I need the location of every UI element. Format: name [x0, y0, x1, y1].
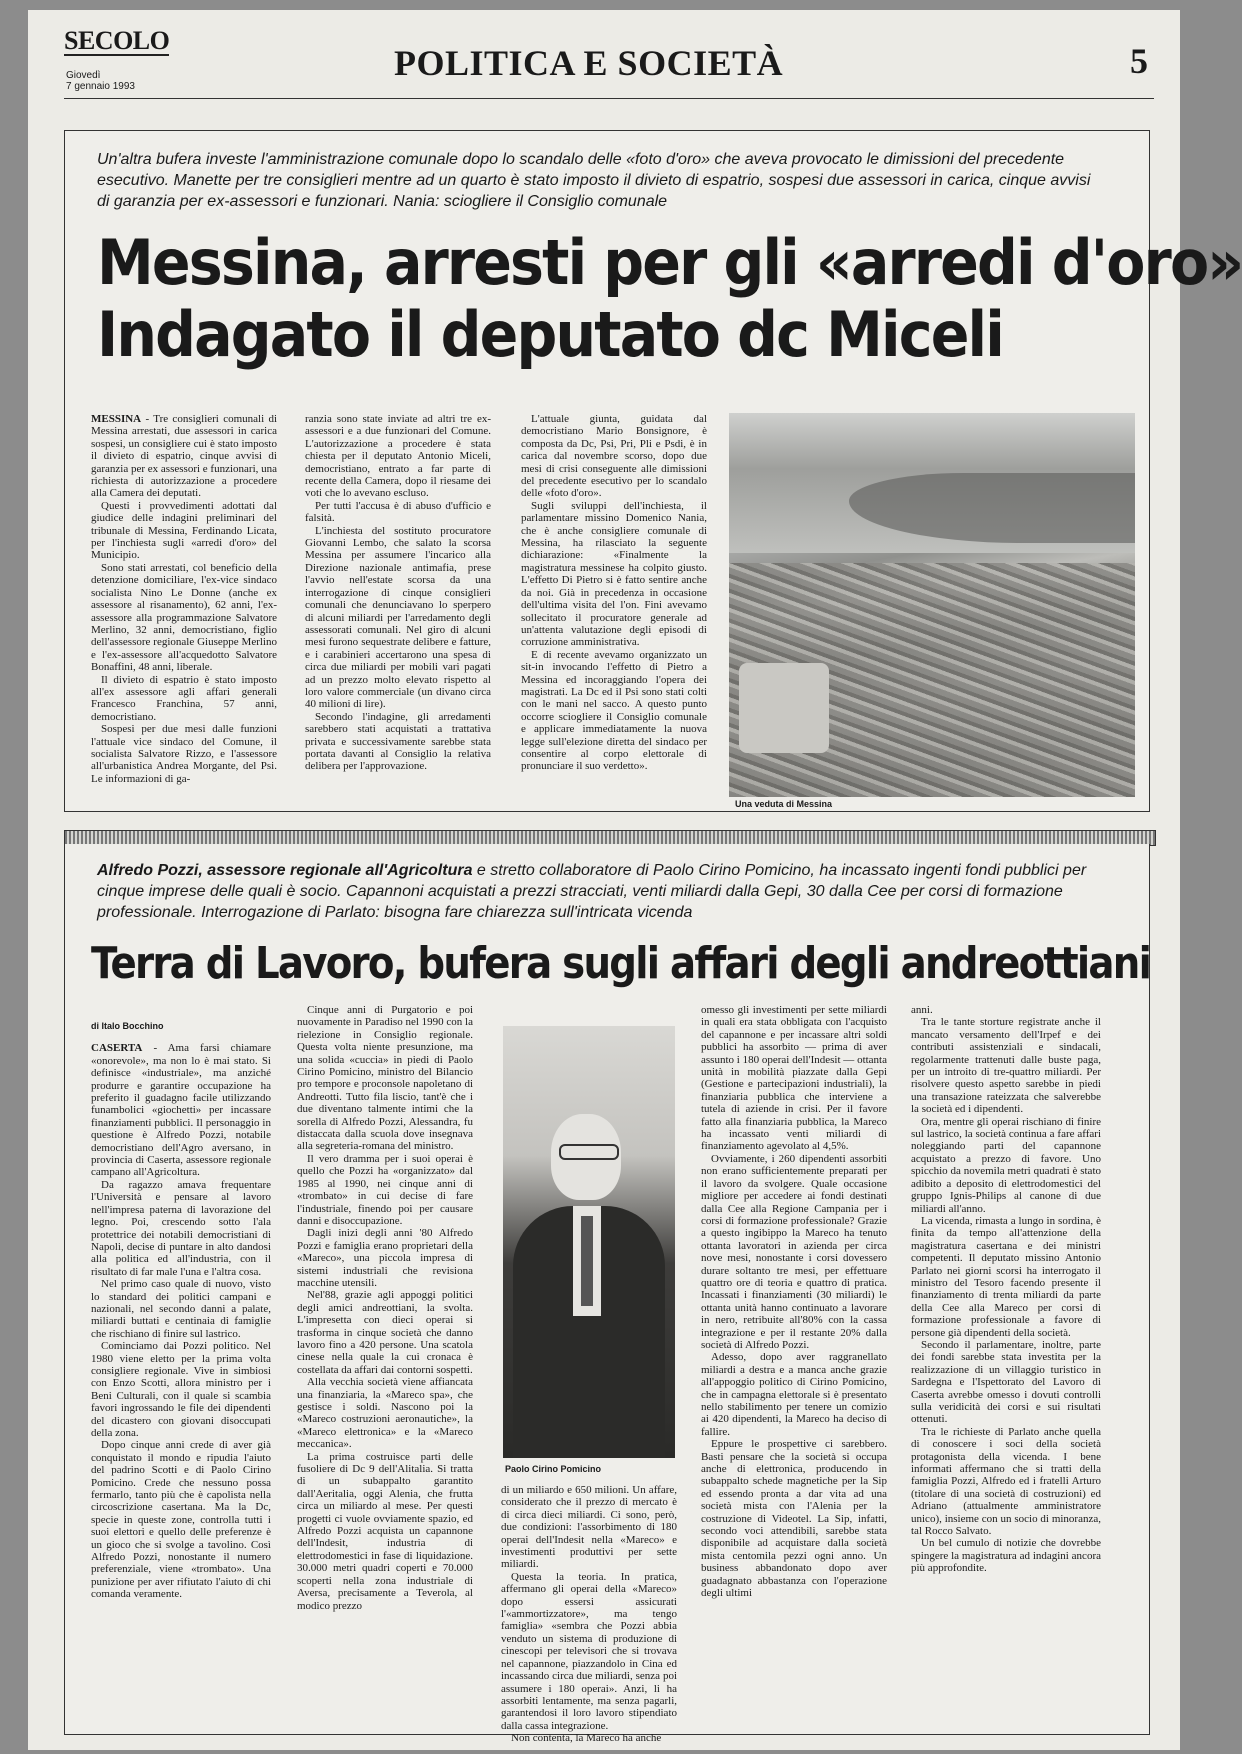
- body-paragraph: Ora, mentre gli operai rischiano di finire sul lastrico, la società continua a fare affari noleggiando parti del capannone acquistato a prezzo di favore. Uno spicchio da novemila metri quadrati è stato adibito a deposito di elettrodomestici del gruppo Ignis-Philips al canone di due miliardi all'anno.: [911, 1115, 1101, 1215]
- article-column-1: [91, 413, 277, 803]
- body-paragraph: L'inchiesta del sostituto procuratore Giovanni Lembo, che salato la scorsa Messina per assumere l'incarico alla Direzione nazionale antimafia, prese l'avvio nell'estate scorsa da una interrogazione di cinque consiglieri comunali che denunciavano lo sperpero di alcuni miliardi per l'arredamento degli assessorati comunali. Nel giro di alcuni mesi furono sequestrate delibere e fatture, e i carabinieri accertarono una spesa di circa due miliardi per mobili vari pagati ad un prezzo molto elevato rispetto al loro valore commerciale (un divano circa 40 milioni di lire).: [305, 524, 491, 711]
- body-paragraph: Il divieto di espatrio è stato imposto all'ex assessore agli affari generali Francesco Franchina, 57 anni, democristiano.: [91, 673, 277, 723]
- lead-bold: Alfredo Pozzi, assessore regionale all'Agricoltura: [97, 862, 473, 879]
- section-title: POLITICA E SOCIETÀ: [394, 43, 784, 83]
- byline: di Italo Bocchino: [91, 1021, 164, 1031]
- body-paragraph: Dopo cinque anni crede di aver già conquistato il mondo e ripudia l'aiuto del padrino Scotti e di Paolo Cirino Pomicino. Crede che nessuno possa fermarlo, tanto più che è capolista nella circoscrizione casertana. Ma la Dc, specie in queste zone, controlla tutti i suoi elettori e quello delle preferenze è un gioco che si svolge a tavolino. Così Alfredo Pozzi, nonostante il numero preferenziale, viene «trombato». Una punizione per aver rifiutato l'aiuto di chi comanda veramente.: [91, 1439, 271, 1601]
- body-paragraph: anni.: [911, 1004, 933, 1016]
- body-paragraph: Adesso, dopo aver raggranellato miliardi a destra e a manca anche grazie all'appoggio politico di Cirino Pomicino, che in campagna elettorale si è presentato nello stabilimento per tenere un comizio ai 420 dipendenti, la Mareco ha deciso di fallire.: [701, 1351, 887, 1438]
- article-lead: [97, 860, 1107, 923]
- body-paragraph: Cinque anni di Purgatorio e poi nuovamente in Paradiso nel 1990 con la rielezione in Consiglio regionale. Questa volta niente presunzione, ma una solida «cuccia» in piedi di Paolo Cirino Pomicino, ministro del Bilancio pro tempore e proconsole napoletano di Andreotti. Tutto fila liscio, tant'è che i due diventano talmente intimi che la sorella di Alfredo Pozzi, Alessandra, fu distaccata dalla scuola dove insegnava alla segreteria-romana del ministro.: [297, 1004, 473, 1153]
- page-number: 5: [1130, 41, 1148, 81]
- body-paragraph: Per tutti l'accusa è di abuso d'ufficio e falsità.: [305, 499, 491, 525]
- lead-text: e stretto collaboratore di Paolo Cirino Pomicino, ha incassato ingenti fondi pubblici per cinque imprese delle quali è socio. Capannoni acquistati a prezzi stracciati, venti miliardi dalla Gepi, 30 dalla Cee per corsi di formazione professionale. Interrogazione di Parlato: bisogna fare chiarezza sull'intricata vicenda: [97, 862, 1087, 921]
- article-messina: [64, 130, 1242, 812]
- body-paragraph: La prima costruisce parti delle fusoliere di Dc 9 dell'Alitalia. Si tratta di un subappalto garantito dall'Aeritalia, oggi Alenia, che frutta circa un miliardo al mese. Per questi progetti ci vuole ovviamente spazio, ed Alfredo Pozzi acquista un capannone dell'Indesit, industria di elettrodomestici in fase di liquidazione. 30.000 metri quadri coperti e 70.000 scoperti nella zona industriale di Aversa, precisamente a Teverola, al modico prezzo: [297, 1450, 473, 1612]
- body-paragraph: omesso gli investimenti per sette miliardi in quali era stata obbligata con l'acquisto del capannone e per incassare altri soldi pubblici ha assorbito — prima di aver assunto i 180 operai dell'Indesit — ottanta unità in mobilità piazzate dalla Gepi (Gestione e partecipazioni industriali), la finanziaria pubblica che interviene a tutela di aziende in crisi. Per il favore fatto alla finanziaria pubblica, la Mareco ha incassato venti miliardi di finanziamento agevolato al 4,5%.: [701, 1004, 887, 1153]
- body-paragraph: Ovviamente, i 260 dipendenti assorbiti non erano sufficientemente preparati per il lavoro da svolgere. Quale occasione migliore per accedere ai fondi destinati dalla Cee alla Regione Campania per i corsi di formazione professionale? Grazie a questo ingibippo la Mareco ha tenuto ottanta lavoratori in azienda per circa nove mesi, nonostante i corsi dovessero durare soltanto tre mesi, per effettuare quattro ore di teoria e quattro di pratica. Incassati i finanziamenti (30 miliardi) le ottanta unità hanno continuato a lavorare in nero, retribuite all'80% con la cassa integrazione e per il restante 20% dalla società di Alfredo Pozzi.: [701, 1152, 887, 1351]
- body-paragraph: Un bel cumulo di notizie che dovrebbe spingere la magistratura ad indagini ancora più approfondite.: [911, 1537, 1101, 1575]
- body-paragraph: Sono stati arrestati, col beneficio della detenzione domiciliare, l'ex-vice sindaco socialista Nino Le Donne (anche ex assessore al risanamento), 62 anni, l'ex-assessore alla programmazione Salvatore Merlino, 32 anni, democristiano, figlio dell'assessore regionale Giuseppe Merlino e l'ex-assessore all'acquedotto Salvatore Bonaffini, 48 anni, liberale.: [91, 561, 277, 674]
- body-paragraph: L'attuale giunta, guidata dal democristiano Mario Bonsignore, è composta da Dc, Psi, Pri, Pli e Psdi, è in carica dal novembre scorso, dopo due mesi di crisi conseguente alle dimissioni del precedente esecutivo per lo scandalo delle «foto d'oro».: [521, 413, 707, 500]
- newspaper-logo: SECOLO: [64, 26, 170, 55]
- dateline: [66, 70, 135, 92]
- body-paragraph: Tra le richieste di Parlato anche quella di conoscere i soci della società protagonista della vicenda. I bene informati affermano che si tratti della famiglia Pozzi, Alfredo ed i fratelli Arturo (titolare di una società di costruzioni) ed Adriano (attualmente amministratore unico), insieme con un socio di minoranza, tal Rocco Salvato.: [911, 1425, 1101, 1538]
- body-paragraph: Non contenta, la Mareco ha anche: [511, 1732, 662, 1745]
- body-paragraph: E di recente avevamo organizzato un sit-in invocando l'effetto di Pietro a Messina ed incoraggiando l'opera dei magistrati. La Dc ed il Psi sono stati colti con le mani nel sacco. A questo punto occorre sciogliere il Consiglio comunale e applicare immediatamente la nuova legge sull'elezione diretta del sindaco per consentire al corpo elettorale di pronunciare il suo verdetto».: [521, 648, 707, 773]
- body-paragraph: Eppure le prospettive ci sarebbero. Basti pensare che la società si occupa anche di elettronica, producendo in subappalto schede magnetiche per la Sip ed essendo pronta a dar vita ad una società mista con l'Alenia per la costruzione di Videotel. La Sip, infatti, secondo voci attendibili, sarebbe stata disponibile ad acquistare dalla società mista centomila pezzi ogni anno. Un business abbandonato dopo aver guadagnato abbastanza con l'operazione degli ultimi: [701, 1438, 887, 1600]
- body-paragraph: Sugli sviluppi dell'inchiesta, il parlamentare missino Domenico Nania, che è anche consigliere comunale di Messina, ha rilasciato la seguente dichiarazione: «Finalmente la magistratura messinese ha colpito giusto. L'effetto Di Pietro si è fatto sentire anche da noi. Già in precedenza in occasione dell'ultima visita del l'on. Fini avevamo sollecitato il procuratore generale ad un'attenta valutazione degli episodi di corruzione amministrativa.: [521, 499, 707, 649]
- article-column-2: [297, 1004, 473, 1720]
- photo-messina-aerial: [729, 413, 1135, 797]
- article-column-5: [911, 1004, 1101, 1720]
- article-terra-di-lavoro: [64, 844, 1151, 1745]
- headline-line-1: Messina, arresti per gli «arredi d'oro»: [97, 226, 1242, 299]
- photo-caption: Paolo Cirino Pomicino: [505, 1464, 602, 1474]
- body-paragraph: Cominciamo dai Pozzi politico. Nel 1980 viene eletto per la prima volta consigliere regionale. Vive in simbiosi con Enzo Scotti, allora ministro per i Beni Culturali, con il quale si scambia favori ingrossando le file dei dipendenti del dicastero con giovani disoccupati della zona.: [91, 1340, 271, 1439]
- headline: Terra di Lavoro, bufera sugli affari degli andreottiani: [91, 938, 1151, 989]
- dateline-place: CASERTA: [91, 1042, 143, 1055]
- photo-paolo-cirino-pomicino: [503, 1026, 675, 1458]
- body-paragraph: La vicenda, rimasta a lungo in sordina, è finita da tempo all'attenzione della magistratura casertana e dei ministri competenti. Il deputato missino Antonio Parlato nei giorni scorsi ha interrogato il ministro del Tesoro facendo presente il finanziamento di trenta miliardi da parte della Cee alla Mareco per corsi di formazione professionale a favore di persone già dipendenti della società.: [911, 1214, 1101, 1339]
- article-column-1: [91, 1020, 271, 1720]
- body-paragraph: di un miliardo e 650 milioni. Un affare, considerato che il prezzo di mercato è di circa dieci miliardi. Ci sono, però, due condizioni: l'assorbimento di 180 operai dell'Indesit nella «Mareco» e investimenti produttivi per sette miliardi.: [501, 1484, 677, 1571]
- photo-caption: Una veduta di Messina: [735, 799, 833, 809]
- article-column-3: [521, 413, 707, 803]
- article-lead: Un'altra bufera investe l'amministrazione comunale dopo lo scandalo delle «foto d'oro» che aveva provocato le dimissioni del precedente esecutivo. Manette per tre consiglieri mentre ad un quarto è stato imposto il divieto di espatrio, sospesi due assessori in carica, cinque avvisi di garanzia per ex-assessori e funzionari. Nania: sciogliere il Consiglio comunale: [97, 151, 1091, 210]
- article-column-2: [305, 413, 491, 803]
- body-paragraph: Secondo l'indagine, gli arredamenti sarebbero stati acquistati a trattativa privata e successivamente sarebbe stata portata davanti al Consiglio la relativa delibera per l'approvazione.: [305, 710, 491, 773]
- body-paragraph: Sospesi per due mesi dalle funzioni l'attuale vice sindaco del Comune, il socialista Salvatore Rizzo, e l'assessore all'urbanistica Andrea Morgante, del Psi. Le informazioni di ga-: [91, 723, 277, 785]
- body-paragraph: Il vero dramma per i suoi operai è quello che Pozzi ha «organizzato» dal 1985 al 1990, nei cinque anni di «trombato» in cui decise di fare l'industriale, finendo poi per causare danni e disoccupazione.: [297, 1152, 473, 1227]
- body-paragraph: ranzia sono state inviate ad altri tre ex-assessori e a due funzionari del Comune. L'autorizzazione a procedere è stata chiesta per il deputato Antonio Miceli, democristiano, entrato a far parte di recente della Camera, dopo il riesame dei voti che lo avevano escluso.: [305, 413, 491, 500]
- body-paragraph: Alla vecchia società viene affiancata una finanziaria, la «Mareco spa», che gestisce i soldi. Nascono poi la «Mareco costruzioni aeronautiche», la «Mareco elettronica» e la «Mareco meccanica».: [297, 1376, 473, 1451]
- body-paragraph: Da ragazzo amava frequentare l'Università e pensare al lavoro nell'impresa paterna di lavorazione del legno. Poi, crescendo sotto l'ala protettrice dei notabili democristiani di Napoli, decise di puntare in alto dandosi alla politica ed all'industria, con il risultato di far male l'una e l'altra cosa.: [91, 1178, 271, 1278]
- body-paragraph: Dagli inizi degli anni '80 Alfredo Pozzi e famiglia erano proprietari della «Mareco», una piccola impresa di sistemi industriali che revisiona macchine utensili.: [297, 1227, 473, 1289]
- body-paragraph: Nel'88, grazie agli appoggi politici degli amici andreottiani, la svolta. L'impresetta con dieci operai si trasforma in cinque società che danno lavoro fino a 420 persone. Una scatola cinese nella quale la cui cronaca è costellata da affari dai contorni sospetti.: [297, 1289, 473, 1376]
- date: 7 gennaio 1993: [66, 81, 135, 92]
- article-column-3: [501, 1484, 677, 1745]
- masthead-rule: [64, 98, 1154, 99]
- dateline-place: MESSINA: [91, 413, 142, 425]
- article-column-4: [701, 1004, 887, 1720]
- weekday: Giovedì: [66, 70, 101, 81]
- newspaper-page: [28, 10, 1242, 1750]
- headline-line-2: Indagato il deputato dc Miceli: [97, 298, 1003, 371]
- body-paragraph: Questi i provvedimenti adottati dal giudice delle indagini preliminari del tribunale di Messina, Ferdinando Licata, per l'inchiesta sugli «arredi d'oro» del Municipio.: [91, 499, 277, 562]
- body-text: - Tre consiglieri comunali di Messina arrestati, due assessori in carica sospesi, un consigliere cui è stato imposto il divieto di espatrio, cinque avvisi di garanzia per ex assessori e funzionari, una richiesta di autorizzazione a procedere alla Camera dei deputati.: [91, 413, 278, 500]
- body-paragraph: Secondo il parlamentare, inoltre, parte dei fondi sarebbe stata investita per la realizzazione di un villaggio turistico in Sardegna e l'Ispettorato del Lavoro di Caserta avrebbe omesso i dovuti controlli sulla veridicità dei corsi e sui risultati ottenuti.: [911, 1338, 1101, 1426]
- body-text: - Ama farsi chiamare «onorevole», ma non lo è mai stato. Si definisce «industriale», ma anziché produrre e garantire occupazione ha preferito il guadagno facile utilizzando funambolici «giochetti» per incassare finanziamenti pubblici. Il personaggio in questione è Alfredo Pozzi, notabile democristiano dell'Agro aversano, in provincia di Caserta, assessore regionale campano all'Agricoltura.: [91, 1042, 271, 1179]
- masthead: [64, 22, 1154, 92]
- body-paragraph: Tra le tante storture registrate anche il mancato versamento dell'Irpef e dei contributi assistenziali e sindacali, regolarmente trattenuti dalle buste paga, per un introito di tre-quattro miliardi. Per risolvere questo aspetto sarebbe in piedi una transazione rateizzata che salverebbe la società ed i dipendenti.: [911, 1016, 1101, 1116]
- body-paragraph: Questa la teoria. In pratica, affermano gli operai della «Mareco» dopo essersi assicurati l'«ammortizzatore», ma tengo famiglia» «sembra che Pozzi abbia venduto un sistema di produzione di cinescopi per televisori che si trovava nel capannone, piazzandolo in Cina ed incassando circa due miliardi, senza poi assumere i 180 operai». Anzi, li ha assorbiti lentamente, ma senza pagarli, garantendosi il loro lavoro stipendiato dalla cassa integrazione.: [501, 1570, 677, 1732]
- body-paragraph: Nel primo caso quale di nuovo, visto lo standard dei politici campani e nazionali, nel secondo danni a palate, miliardi buttati e centinaia di famiglie che rischiano di finire sul lastrico.: [91, 1278, 271, 1340]
